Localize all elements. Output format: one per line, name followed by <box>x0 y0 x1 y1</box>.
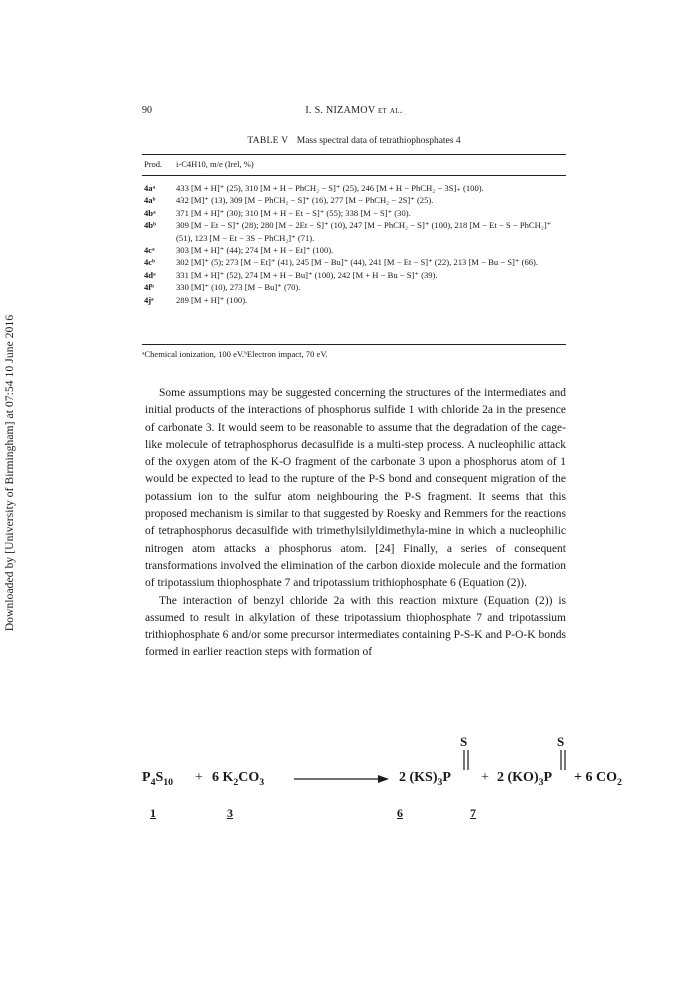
reaction-arrow <box>294 772 390 786</box>
compound-label-7: 7 <box>470 806 476 820</box>
product-code: 4fᵇ <box>144 282 154 293</box>
product-code: 4cᵇ <box>144 257 155 268</box>
product-code: 4jᵃ <box>144 294 154 305</box>
mass-spectrum-data: 330 [M]⁺ (10), 273 [M − Bu]⁺ (70). <box>176 282 301 293</box>
table-footnote: ᵃChemical ionization, 100 eV.ᵇElectron impact, 70 eV. <box>142 349 328 359</box>
body-text <box>145 385 566 662</box>
col-data-header: i-C4H10, m/e (Irel, %) <box>176 159 254 169</box>
table-header-rule <box>142 175 566 176</box>
paragraph-1: Some assumptions may be suggested concerning the structures of the intermediates and initial products of the interactions of phosphorus sulfide 1 with chloride 2a in the presence of carbonate 3. It would seem to be reasonable to assume that the degradation of the cage-like molecule of tetraphosphorus decasulfide is a multi-step process. A nucleophilic attack of the oxygen atom of the K-O fragment of the carbonate 3 upon a phosphorus atom of 1 would be expected to lead to the rupture of the P-S bond and consequent migration of the potassium ion to the sulfur atom neighbouring the P-S fragment. It seems that this proposed mechanism is similar to that suggested by Roesky and Remmers for the reactions of tetraphosphorus decasulfide with trimethylsilyldimethyla-mine in which a nucleophilic nitrogen atom attacks a phosphorus atom. [24] Finally, a series of consequent transformations involved the elimination of the carbon dioxide molecule and the formation of tripotassium thiophosphate 7 and tripotassium trithiophosphate 6 (Equation (2)). <box>145 387 566 590</box>
paragraph-2: The interaction of benzyl chloride 2a with this reaction mixture (Equation (2)) is assumed to result in alkylation of these tripotassium thiophosphate 7 and tripotassium trithiophosphate 6 and/or some precursor intermediates containing P-S-K and P-O-K bonds formed in earlier reaction steps with formation of <box>145 594 566 659</box>
product-code: 4aᵇ <box>144 195 156 206</box>
product-code: 4bᵃ <box>144 207 156 218</box>
mass-spectrum-data: 371 [M + H]⁺ (30); 310 [M + H − Et − S]⁺ (55); 338 [M − S]⁺ (30). <box>176 207 411 218</box>
table-row <box>142 219 566 244</box>
mass-spectrum-data: 331 [M + H]⁺ (52), 274 [M + H − Bu]⁺ (100), 242 [M + H − Bu − S]⁺ (39). <box>176 269 438 280</box>
table-row <box>142 194 566 206</box>
product-code: 4cᵃ <box>144 245 155 256</box>
product-code: 4dᵃ <box>144 269 156 280</box>
mass-spectrum-data: 303 [M + H]⁺ (44); 274 [M + H − Et]⁺ (100). <box>176 245 334 256</box>
sulfur-label-6: S <box>460 734 468 749</box>
compound-label-6: 6 <box>397 806 403 820</box>
table-title: Mass spectral data of tetrathiophosphates 4 <box>296 136 461 146</box>
mass-spectrum-data: 432 [M]⁺ (13), 309 [M − PhCH₂ − S]⁺ (16), 277 [M − PhCH₂ − 2S]⁺ (25). <box>176 195 434 206</box>
table-row <box>142 269 566 281</box>
running-title: I. S. NIZAMOV et al. <box>305 105 403 116</box>
plus-sign: + <box>195 770 203 785</box>
product-co2: + 6 $CO_2$ <box>574 770 622 788</box>
product-code: 4aᵃ <box>144 183 156 193</box>
compound-label-1: 1 <box>150 806 156 820</box>
page-number: 90 <box>142 105 152 116</box>
compound-label-3: 3 <box>227 806 233 820</box>
table-body <box>142 182 566 306</box>
equation-2 <box>142 734 622 832</box>
table-row <box>142 207 566 219</box>
mass-spectrum-data: 289 [M + H]⁺ (100). <box>176 294 248 305</box>
reactant-p4s10: $P_4S_{10}$ <box>142 770 174 788</box>
double-bond-6 <box>461 750 471 770</box>
product-ks3p: 2 $(KS)_3P$ <box>399 770 451 788</box>
plus-sign-2: + <box>481 770 489 785</box>
mass-spectrum-data: 302 [M]⁺ (5); 273 [M − Et]⁺ (41), 245 [M − Bu]⁺ (44), 241 [M − Et − S]⁺ (22), 213 [M − Bu − S]⁺ (66). <box>176 257 539 268</box>
mass-spectrum-data: 433 [M + H]⁺ (25), 310 [M + H − PhCH₂ − S]⁺ (25), 246 [M + H − PhCH₂ − 3S]₊ (100). <box>176 183 484 193</box>
table-bottom-rule <box>142 344 566 345</box>
table-row <box>142 256 566 268</box>
col-prod-header: Prod. <box>144 159 163 169</box>
download-stamp: Downloaded by [University of Birmingham] at 07:54 10 June 2016 <box>4 314 16 632</box>
table-row <box>142 281 566 293</box>
table-caption <box>142 136 566 146</box>
product-ko3p: 2 $(KO)_3P$ <box>497 770 553 788</box>
reactant-k2co3: 6 $K_2CO_3$ <box>212 770 265 788</box>
table-top-rule <box>142 154 566 155</box>
double-bond-7 <box>558 750 568 770</box>
mass-spectrum-data: 309 [M − Et − S]⁺ (28); 280 [M − 2Et − S]⁺ (10), 247 [M − PhCH₂ − S]⁺ (100), 218 [M − Et − S − PhCH₂]⁺ (51), 123 [M − Et − 3S − PhCH₂]⁺ (71). <box>176 220 552 243</box>
sulfur-label-7: S <box>557 734 565 749</box>
product-code: 4bᵇ <box>144 220 156 231</box>
table-row <box>142 244 566 256</box>
table-label: TABLE V <box>247 136 289 146</box>
table-row <box>142 294 566 306</box>
table-row <box>142 182 566 194</box>
